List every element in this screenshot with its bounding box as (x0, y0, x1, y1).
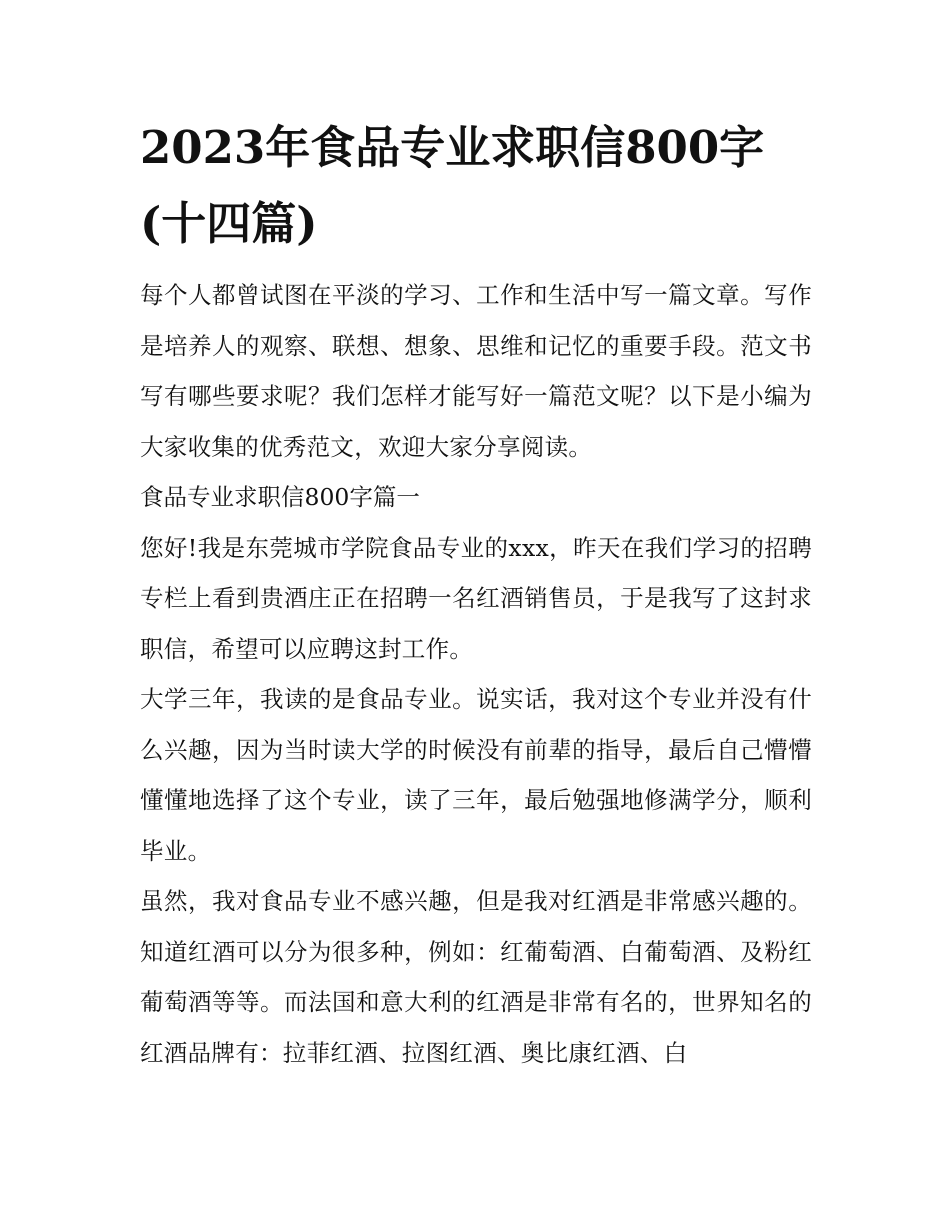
intro-paragraph: 每个人都曾试图在平淡的学习、工作和生活中写一篇文章。写作是培养人的观察、联想、想象、思维和记忆的重要手段。范文书写有哪些要求呢？我们怎样才能写好一篇范文呢？以下是小编为大家收集的优秀范文，欢迎大家分享阅读。 (140, 281, 812, 461)
document-title: 2023年食品专业求职信800字(十四篇) (140, 121, 765, 250)
body-paragraph-1: 您好!我是东莞城市学院食品专业的xxx，昨天在我们学习的招聘专栏上看到贵酒庄正在招聘一名红酒销售员，于是我写了这封求职信，希望可以应聘这封工作。 (140, 533, 812, 663)
section-heading: 食品专业求职信800字篇一 (140, 483, 420, 511)
document-body (140, 110, 812, 1078)
body-paragraph-2: 大学三年，我读的是食品专业。说实话，我对这个专业并没有什么兴趣，因为当时读大学的时候没有前辈的指导，最后自己懵懵懂懂地选择了这个专业，读了三年，最后勉强地修满学分，顺利毕业。 (140, 685, 812, 865)
body-paragraph-3: 虽然，我对食品专业不感兴趣，但是我对红酒是非常感兴趣的。知道红酒可以分为很多种，例如：红葡萄酒、白葡萄酒、及粉红葡萄酒等等。而法国和意大利的红酒是非常有名的，世界知名的红酒品牌有：拉菲红酒、拉图红酒、奥比康红酒、白 (140, 887, 812, 1067)
